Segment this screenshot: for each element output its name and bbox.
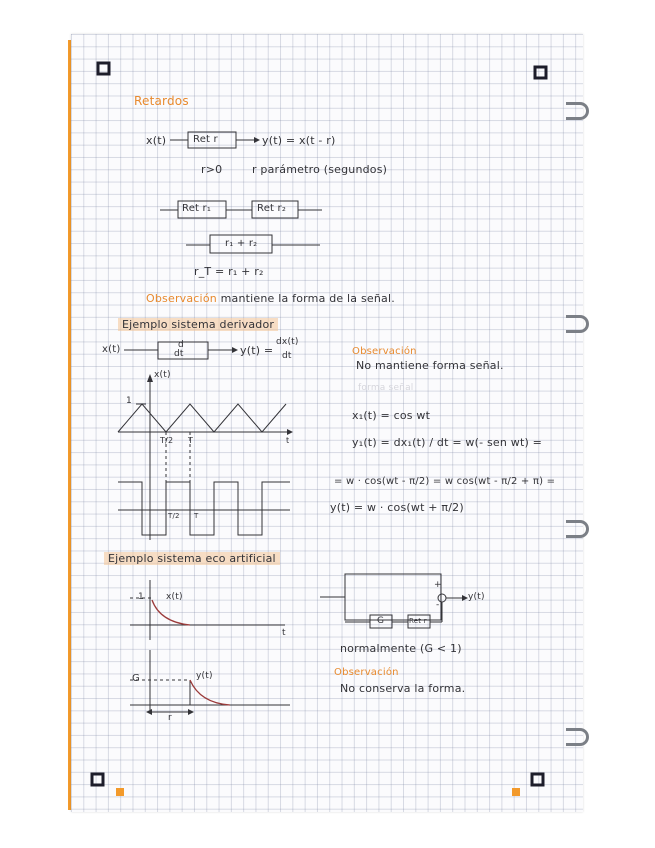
derivator-den: dt [174,349,184,359]
plot3-ylabel: y(t) [196,671,213,681]
observation-2-text: No mantiene forma señal. [356,359,504,372]
derivator-frac-num: dx(t) [276,337,299,347]
math-line-4: y(t) = w · cos(wt + π/2) [330,501,464,514]
example-2-title: Ejemplo sistema eco artificial [104,552,280,565]
corner-logo-icon [92,774,103,785]
observation-1 [146,292,395,305]
eco-ret-block: Ret r [409,617,427,625]
plot2-t: t [282,628,286,638]
plot3-r: r [168,713,172,723]
plot1-t-full: T [188,436,194,445]
derivator-frac-den: dt [282,351,292,361]
decay-curve [152,600,190,625]
observation-2-label: Observación [352,346,417,357]
faded-text: forma señal [358,383,414,393]
eco-output: y(t) [468,592,485,602]
plot1-t-axis: t [286,436,290,445]
delay-condition: r>0 [201,163,223,176]
math-line-2: y₁(t) = dx₁(t) / dt = w(- sen wt) = [352,436,543,449]
plot3-g: G [132,673,140,684]
plot1-t-half: T/2 [160,436,174,445]
derivator-output: y(t) = [240,344,274,357]
corner-logo-icon [532,774,543,785]
math-line-1: x₁(t) = cos wt [352,409,431,422]
section-title: Retardos [134,94,189,108]
delay-output: y(t) = x(t - r) [262,134,336,147]
series-block-2: Ret r₂ [257,203,287,214]
eco-minus: - [436,600,440,610]
corner-square-icon [512,788,520,796]
series-block-1: Ret r₁ [182,203,212,214]
plot1-one: 1 [126,396,132,406]
corner-logo-icon [535,67,546,78]
example-1-title: Ejemplo sistema derivador [118,318,278,331]
eco-normal: normalmente (G < 1) [340,642,462,655]
eco-g-block: G [377,616,385,626]
derivator-num: d [178,340,184,350]
delay-parameter: r parámetro (segundos) [252,163,388,176]
plot2-one: 1 [138,592,144,602]
sum-block: r₁ + r₂ [225,238,258,249]
total-delay: r_T = r₁ + r₂ [194,265,264,278]
math-line-3: = w · cos(wt - π/2) = w cos(wt - π/2 + π) = [334,476,556,487]
eco-plus: + [434,580,442,590]
plot1-t-half2: T/2 [168,512,180,520]
plot2-xlabel: x(t) [166,592,183,602]
observation-3-label: Observación [334,667,399,678]
delay-block: Ret r [193,134,218,145]
derivator-input: x(t) [102,344,121,355]
delay-input: x(t) [146,134,167,147]
observation-3-text: No conserva la forma. [340,682,466,695]
observation-label: Observación [146,292,217,305]
corner-square-icon [116,788,124,796]
corner-logo-icon [98,63,109,74]
plot1-t-full2: T [194,512,199,520]
echo-curve [190,680,230,705]
plot1-ylabel: x(t) [154,370,171,380]
observation-text: mantiene la forma de la señal. [220,292,395,305]
